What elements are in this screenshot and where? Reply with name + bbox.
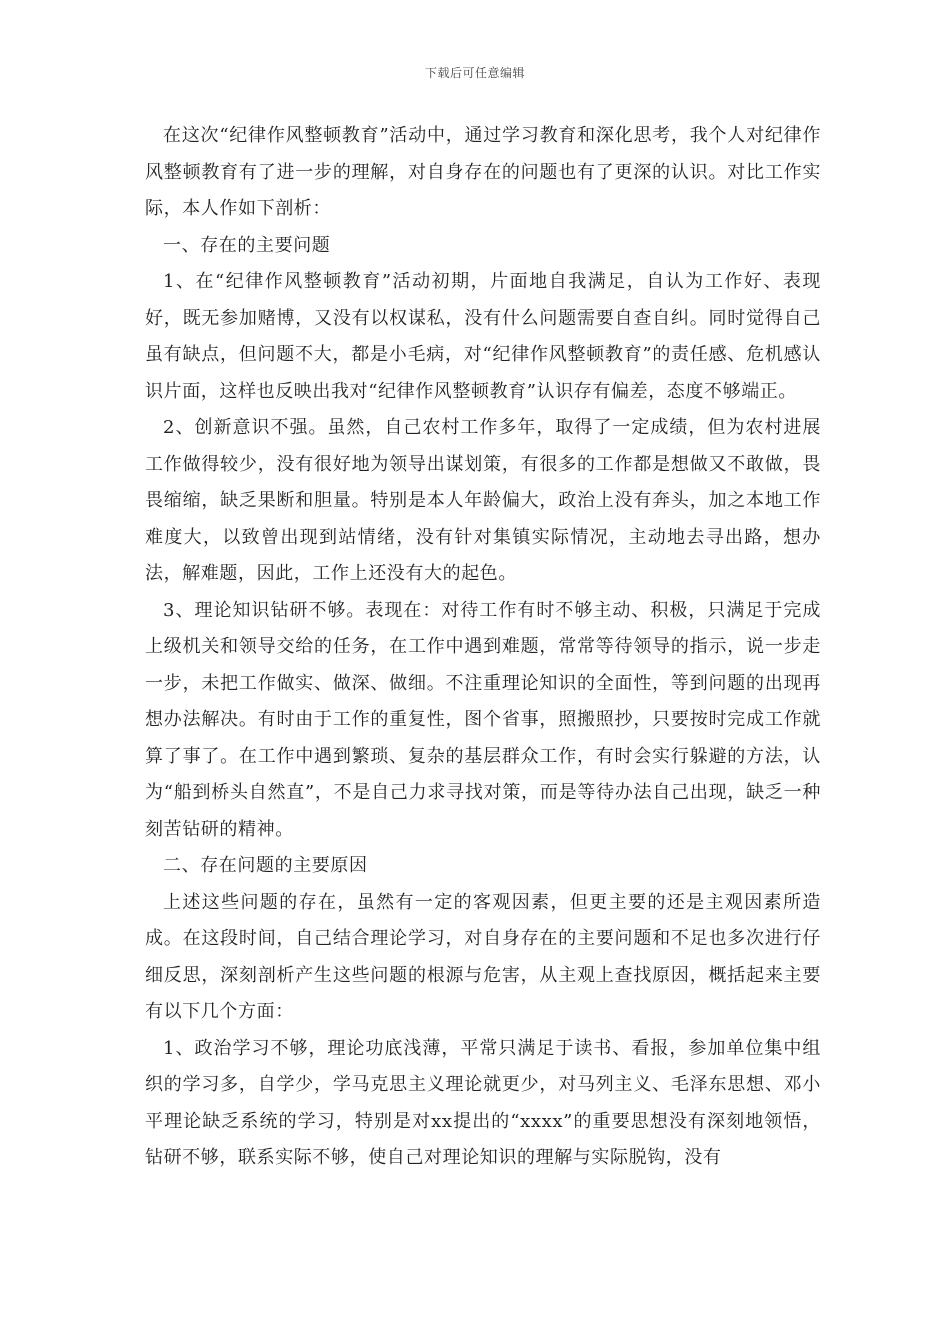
page-header: 下载后可任意编辑 [424, 66, 525, 80]
section-heading-causes: 二、存在问题的主要原因 [163, 855, 368, 876]
problem-paragraph-2: 2、创新意识不强。虽然，自己农村工作多年，取得了一定成绩，但为农村进展工作做得较少，没有很好地为领导出谋划策，有很多的工作都是想做又不敢做，畏畏缩缩，缺乏果断和胆量。特别是本人年龄偏大，政治上没有奔头，加之本地工作难度大，以致曾出现到站情绪，没有针对集镇实际情况，主动地去寻出路，想办法，解难题，因此，工作上还没有大的起色。 [145, 417, 821, 584]
causes-intro-paragraph: 上述这些问题的存在，虽然有一定的客观因素，但更主要的还是主观因素所造成。在这段时间，自己结合理论学习，对自身存在的主要问题和不足也多次进行仔细反思，深刻剖析产生这些问题的根源与危害，从主观上查找原因，概括起来主要有以下几个方面： [145, 891, 821, 1022]
cause-paragraph-1: 1、政治学习不够，理论功底浅薄，平常只满足于读书、看报，参加单位集中组织的学习多，自学少，学马克思主义理论就更少，对马列主义、毛泽东思想、邓小平理论缺乏系统的学习，特别是对xx提出的“xxxx”的重要思想没有深刻地领悟，钻研不够，联系实际不够，使自己对理论知识的理解与实际脱钩，没有 [145, 1037, 821, 1168]
document-body [145, 118, 821, 1177]
problem-paragraph-1: 1、在“纪律作风整顿教育”活动初期，片面地自我满足，自认为工作好、表现好，既无参加赌博，又没有以权谋私，没有什么问题需要自查自纠。同时觉得自己虽有缺点，但问题不大，都是小毛病，对“纪律作风整顿教育”的责任感、危机感认识片面，这样也反映出我对“纪律作风整顿教育”认识存有偏差，态度不够端正。 [145, 271, 821, 402]
section-heading-problems: 一、存在的主要问题 [163, 234, 331, 256]
problem-paragraph-3: 3、理论知识钻研不够。表现在：对待工作有时不够主动、积极，只满足于完成上级机关和领导交给的任务，在工作中遇到难题，常常等待领导的指示，说一步走一步，未把工作做实、做深、做细。不注重理论知识的全面性，等到问题的出现再想办法解决。有时由于工作的重复性，图个省事，照搬照抄，只要按时完成工作就算了事了。在工作中遇到繁琐、复杂的基层群众工作，有时会实行躲避的方法，认为“船到桥头自然直”，不是自己力求寻找对策，而是等待办法自己出现，缺乏一种刻苦钻研的精神。 [145, 599, 821, 840]
intro-paragraph: 在这次“纪律作风整顿教育”活动中，通过学习教育和深化思考，我个人对纪律作风整顿教育有了进一步的理解，对自身存在的问题也有了更深的认识。对比工作实际，本人作如下剖析： [145, 125, 821, 219]
